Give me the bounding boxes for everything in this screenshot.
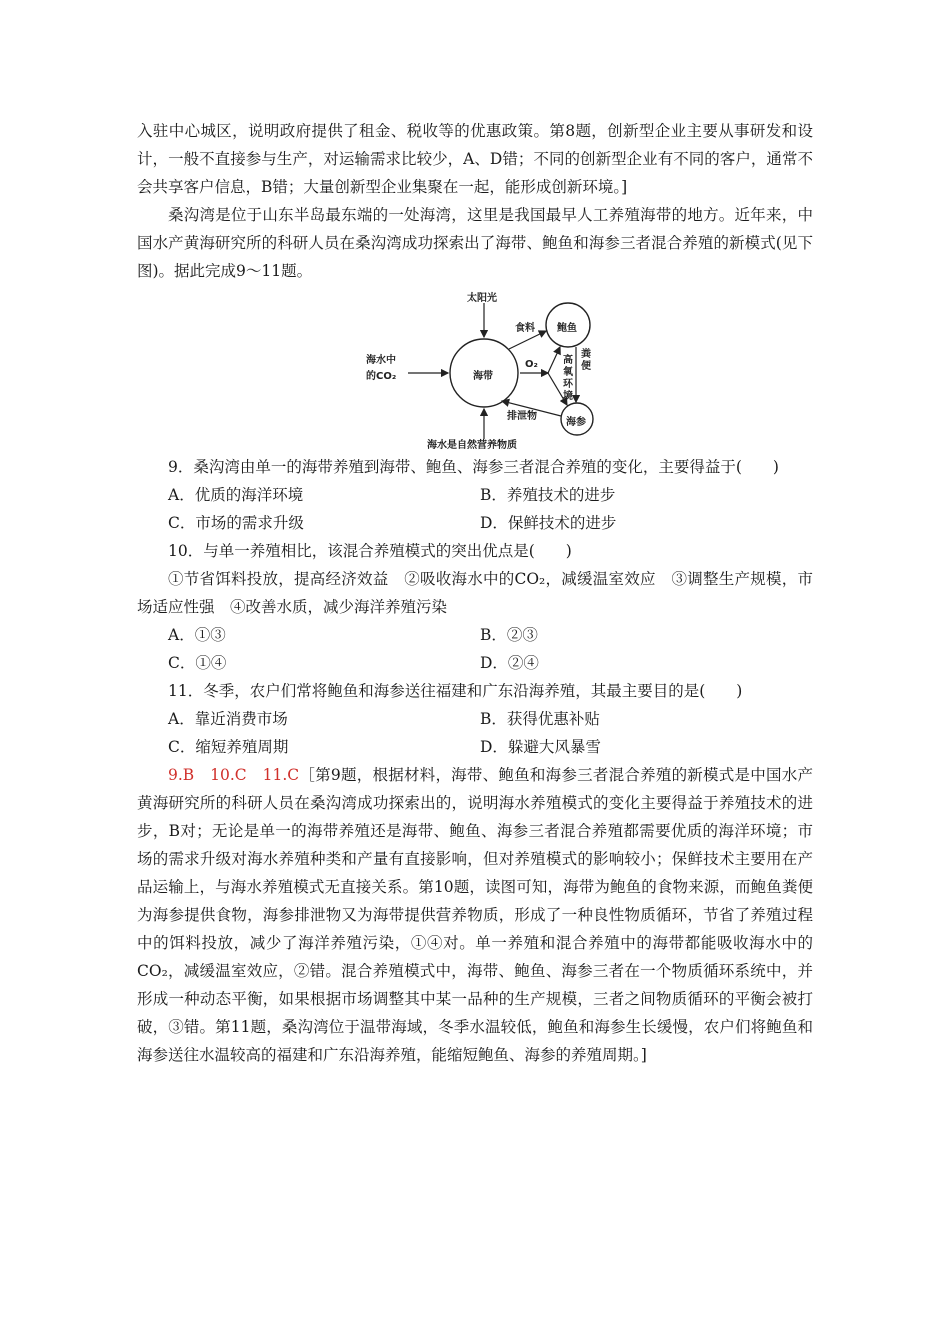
q10-items: ①节省饵料投放，提高经济效益 ②吸收海水中的CO₂，减缓温室效应 ③调整生产规模，市场适应性强 ④改善水质，减少海洋养殖污染 [137,570,813,616]
q11-option-c: C．缩短养殖周期 [168,738,289,756]
aquaculture-diagram [137,289,813,449]
excreta-label: 排泄物 [507,411,537,422]
q9-stem: 9．桑沟湾由单一的海带养殖到海带、鲍鱼、海参三者混合养殖的变化，主要得益于( ) [168,458,779,476]
q10-option-c: C．①④ [168,654,227,672]
q10-option-a: A．①③ [168,626,226,644]
kelp-label: 海带 [473,371,493,382]
q11-options-row2 [137,733,813,761]
nutrients-label: 海水是自然营养物质 [427,440,517,451]
sea-cucumber-label: 海参 [566,417,586,428]
q11-option-a: A．靠近消费市场 [168,710,288,728]
o2-abalone-arrow [548,347,560,373]
q10-option-d: D．②④ [480,654,539,672]
sun-label: 太阳光 [467,293,497,304]
q9-option-a: A．优质的海洋环境 [168,486,304,504]
answer-explanation [137,761,813,1069]
q9-option-d: D．保鲜技术的进步 [480,514,617,532]
feces-label: 粪便 [581,349,591,372]
high-oxygen-label: 高氧环境 [563,355,573,402]
q10-options-row1 [137,621,813,649]
q10-options-row2 [137,649,813,677]
q11-option-d: D．躲避大风暴雪 [480,738,601,756]
document-page [137,117,813,1069]
co2-source-label-line1: 海水中 [366,355,396,366]
material-paragraph: 桑沟湾是位于山东半岛最东端的一处海湾，这里是我国最早人工养殖海带的地方。近年来，中国水产黄海研究所的科研人员在桑沟湾成功探索出了海带、鲍鱼和海参三者混合养殖的新模式(见下图)。据此完成9～11题。 [137,206,813,280]
q11-stem: 11．冬季，农户们常将鲍鱼和海参送往福建和广东沿海养殖，其最主要目的是( ) [168,682,743,700]
q9-options-row1 [137,481,813,509]
q10-option-b: B．②③ [480,626,538,644]
q11-option-b: B．获得优惠补贴 [480,710,600,728]
q9-option-b: B．养殖技术的进步 [480,486,616,504]
explanation-text: ［第9题，根据材料，海带、鲍鱼和海参三者混合养殖的新模式是中国水产黄海研究所的科研人员在桑沟湾成功探索出的，说明海水养殖模式的变化主要得益于养殖技术的进步，B对；无论是单一的海带养殖还是海带、鲍鱼、海参三者混合养殖都需要优质的海洋环境；市场的需求升级对海水养殖种类和产量有直接影响，但对养殖模式的影响较小；保鲜技术主要用在产品运输上，与海水养殖模式无直接关系。第10题，读图可知，海带为鲍鱼的食物来源，而鲍鱼粪便为海参提供食物，海参排泄物又为海带提供营养物质，形成了一种良性物质循环，节省了养殖过程中的饵料投放，减少了海洋养殖污染，①④对。单一养殖和混合养殖中的海带都能吸收海水中的CO₂，减缓温室效应，②错。混合养殖模式中，海带、鲍鱼、海参三者在一个物质循环系统中，并形成一种动态平衡，如果根据市场调整其中某一品种的生产规模，三者之间物质循环的平衡会被打破，③错。第11题，桑沟湾位于温带海域，冬季水温较低，鲍鱼和海参生长缓慢，农户们将鲍鱼和海参送往水温较高的福建和广东沿海养殖，能缩短鲍鱼、海参的养殖周期。] [137,766,813,1064]
q11-options-row1 [137,705,813,733]
q10-stem: 10．与单一养殖相比，该混合养殖模式的突出优点是( ) [168,542,572,560]
co2-source-label-line2: 的CO₂ [366,371,397,382]
o2-label: O₂ [525,359,538,370]
q9-options-row2 [137,509,813,537]
abalone-label: 鲍鱼 [557,323,577,334]
intro-end-paragraph: 入驻中心城区，说明政府提供了租金、税收等的优惠政策。第8题，创新型企业主要从事研发和设计，一般不直接参与生产，对运输需求比较少，A、D错；不同的创新型企业有不同的客户，通常不会共享客户信息，B错；大量创新型企业集聚在一起，能形成创新环境。] [137,122,813,196]
q9-option-c: C．市场的需求升级 [168,514,304,532]
answer-key: 9.B 10.C 11.C [168,766,300,784]
feed-label: 食料 [515,323,535,334]
